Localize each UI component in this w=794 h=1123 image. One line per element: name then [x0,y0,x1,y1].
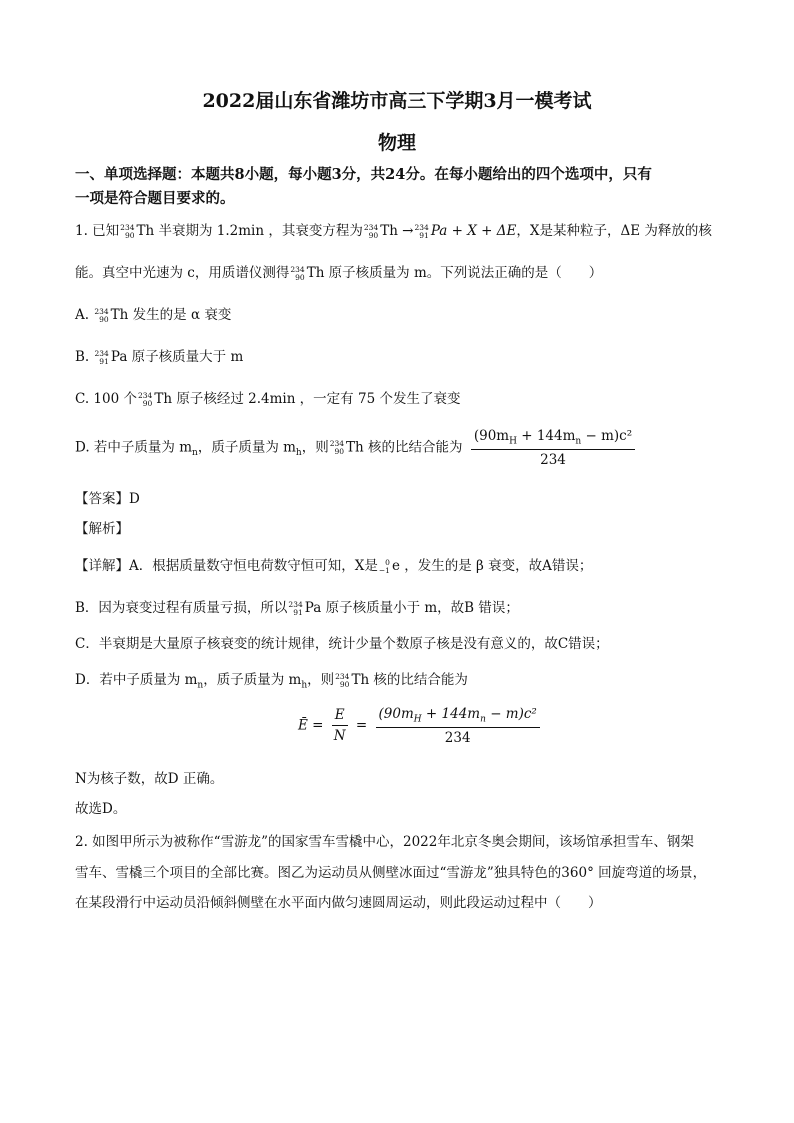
pa234-nuclide: 234 91 [414,222,429,240]
th234-nuclide: 234 90 [120,222,135,240]
subject-title: 物理 [377,132,416,154]
analysis-label: 【解析】 [75,521,129,537]
q1-option-a: A. 234 90 Th 发生的是 α 衰变 [75,306,232,324]
q1-option-b: B. 234 91 Pa 原子核质量大于 m [75,348,244,366]
detail-c: C．半衰期是大量原子核衰变的统计规律，统计少量个数原子核是没有意义的，故C错误； [75,636,609,652]
q1-option-c: C. 100 个 234 90 Th 原子核经过 2.4min ，一定有 75 个发生了衰变 [75,390,461,408]
document-title: 2022届山东省潍坊市高三下学期3月一模考试 [202,90,592,112]
q1-option-d: D. 若中子质量为 $m_n$，质子质量为 $m_h$，则 234 90 Th 核的比结合能为 $\frac{(90m_H + 144m_n - m)c^2}{234}$ [75,428,639,468]
section-heading-cont: 一项是符合题目要求的。 [75,190,235,207]
q2-line1: 2. 如图甲所示为被称作“雪游龙”的国家雪车雪橇中心，2022年北京冬奥会期间，该场馆承担雪车、钢架 [75,834,694,850]
electron-symbol: 0 −1 [378,557,390,575]
q2-line2: 雪车、雪橇三个项目的全部比赛。图乙为运动员从侧壁冰面过“雪游龙”独具特色的360° 回旋弯道的场景， [75,865,707,881]
q1-stem-line2: 能。真空中光速为 c，用质谱仪测得 234 90 Th 原子核质量为 m。下列说法正确的是（ ） [75,264,603,282]
section-heading: 一、单项选择题：本题共8小题，每小题3分，共24分。在每小题给出的四个选项中，只有 [75,166,652,183]
detail-b: B．因为衰变过程有质量亏损，所以 234 91 Pa 原子核质量小于 m，故B 错误； [75,599,519,617]
detail-d: D．若中子质量为 $m_n$，质子质量为 $m_h$，则 234 90 Th 核的比结合能为 [75,671,468,691]
answer-label: 【答案】D [75,491,140,507]
n-note: N为核子数，故D 正确。 [75,771,224,787]
q2-line3: 在某段滑行中运动员沿倾斜侧壁在水平面内做匀速圆周运动，则此段运动过程中（ ） [75,895,602,911]
detail-a: 【详解】A．根据质量数守恒电荷数守恒可知，X是 0 −1 e ，发生的是 β 衰变，故A错误； [75,557,593,575]
q1-stem-line1: 1. 已知 234 90 Th 半衰期为 1.2min ，其衰变方程为 234 90 Th → 234 91 Pa + X + ΔE，X是某种粒子，ΔE 为释放的核 [75,222,712,240]
binding-energy-equation: Ē = $\frac{E}{N}$ = $\frac{(90m_H + 144m_n - m)c^2}{234}$ [298,706,544,746]
choose-line: 故选D。 [75,801,127,817]
binding-energy-fraction: $\frac{(90m_H + 144m_n - m)c^2}{234}$ [471,428,635,468]
